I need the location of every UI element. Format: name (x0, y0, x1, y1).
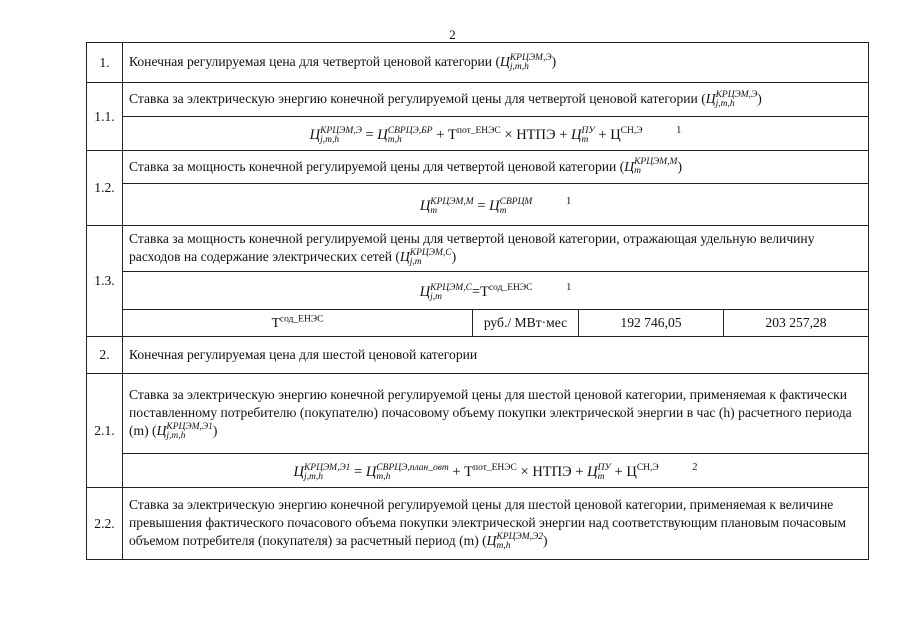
table-row (87, 83, 869, 117)
tariff-unit: руб./ МВт·мес (473, 310, 579, 337)
row-number: 1.3. (87, 226, 123, 337)
formula: Ц КРЦЭМ,Э1 j,m,h = Ц СВРЦЭ,план_овт m,h + $Т^{пот\_ЕНЭС}$ × НТПЭ + Ц ПУ m + $Ц^{СН,Э}$ $^2$ (123, 454, 869, 488)
symbol: Ц КРЦЭМ,С j,m (399, 247, 452, 267)
table-row (87, 151, 869, 184)
row-number: 1. (87, 43, 123, 83)
row-text: Ставка за электрическую энергию конечной регулируемой цены для шестой ценовой категории, применяемая к величине превышения фактического почасового объема покупки электрической энергии над соответствующим плановым почасовым объемом потребителя (покупателя) за расчетный период (m) (129, 497, 846, 549)
regulated-price-table (86, 42, 869, 560)
row-text: Ставка за электрическую энергию конечной регулируемой цены для шестой ценовой категории, применяемая к фактически поставленному потребителю (покупателю) почасовому объему покупки электрической энергии в час (h) расчетного периода (m) (129, 387, 852, 439)
row-text: Ставка за мощность конечной регулируемой цены для четвертой ценовой категории, отражающая удельную величину расходов на содержание электрических сетей (129, 231, 815, 265)
footnote-marker: 2 (692, 462, 698, 474)
formula-row (87, 117, 869, 151)
formula-row (87, 272, 869, 310)
table-row (87, 43, 869, 83)
row-description: Ставка за электрическую энергию конечной регулируемой цены для шестой ценовой категории, применяемая к величине превышения фактического почасового объема покупки электрической энергии над соответствующим плановым почасовым объемом потребителя (покупателя) за расчетный период (m) (Ц КРЦЭМ,Э2 m,h ) (123, 488, 869, 560)
formula: Ц КРЦЭМ,Э j,m,h = Ц СВРЦЭ,БР m,h + $Т^{пот\_ЕНЭС}$ × НТПЭ + Ц ПУ m + $Ц^{СН,Э}$ $^1$ (123, 117, 869, 151)
formula: Ц КРЦЭМ,М m = Ц СВРЦМ m $^1$ (123, 184, 869, 226)
tariff-value-1: 192 746,05 (579, 310, 724, 337)
page-number: 2 (449, 27, 456, 42)
row-description (123, 337, 869, 374)
table-row (87, 226, 869, 272)
row-text: Конечная регулируемая цена для шестой ценовой категории (129, 347, 478, 362)
row-number: 1.1. (87, 83, 123, 151)
footnote-marker: 1 (565, 196, 572, 208)
symbol: Ц КРЦЭМ,Э2 m,h (486, 531, 543, 551)
row-description: Ставка за электрическую энергию конечной регулируемой цены для четвертой ценовой категории (Ц КРЦЭМ,Э j,m,h ) (123, 83, 869, 117)
row-text: Ставка за электрическую энергию конечной регулируемой цены для четвертой ценовой категории (129, 91, 698, 107)
row-description: Ставка за мощность конечной регулируемой цены для четвертой ценовой категории (Ц КРЦЭМ,М m ) (123, 151, 869, 184)
table-row (87, 488, 869, 560)
formula-row (87, 454, 869, 488)
footnote-marker: 1 (566, 282, 572, 294)
row-number: 2.1. (87, 374, 123, 488)
symbol: Ц КРЦЭМ,М m (624, 157, 678, 177)
footnote-marker: 1 (676, 125, 682, 137)
formula: Ц КРЦЭМ,С j,m $=Т^{сод\_ЕНЭС}$ $^1$ (123, 272, 869, 310)
row-number: 1.2. (87, 151, 123, 226)
row-number: 2.2. (87, 488, 123, 560)
table-row (87, 374, 869, 454)
row-description: Конечная регулируемая цена для четвертой ценовой категории (Ц КРЦЭМ,Э j,m,h ) (123, 43, 869, 83)
row-description: Ставка за мощность конечной регулируемой цены для четвертой ценовой категории, отражающая удельную величину расходов на содержание электрических сетей (Ц КРЦЭМ,С j,m ) (123, 226, 869, 272)
tariff-row (87, 310, 869, 337)
symbol: Ц КРЦЭМ,Э j,m,h (705, 89, 758, 109)
formula-row (87, 184, 869, 226)
tariff-value-2: 203 257,28 (724, 310, 869, 337)
tariff-name: $Т^{сод\_ЕНЭС}$ (123, 310, 473, 337)
row-text: Конечная регулируемая цена для четвертой ценовой категории (129, 54, 493, 70)
symbol: Ц КРЦЭМ,Э1 j,m,h (156, 421, 213, 441)
row-description: Ставка за электрическую энергию конечной регулируемой цены для шестой ценовой категории, применяемая к фактически поставленному потребителю (покупателю) почасовому объему покупки электрической энергии в час (h) расчетного периода (m) (Ц КРЦЭМ,Э1 j,m,h ) (123, 374, 869, 454)
row-number: 2. (87, 337, 123, 374)
row-text: Ставка за мощность конечной регулируемой цены для четвертой ценовой категории (129, 158, 617, 174)
symbol: Ц КРЦЭМ,Э j,m,h (500, 52, 552, 72)
table-row (87, 337, 869, 374)
